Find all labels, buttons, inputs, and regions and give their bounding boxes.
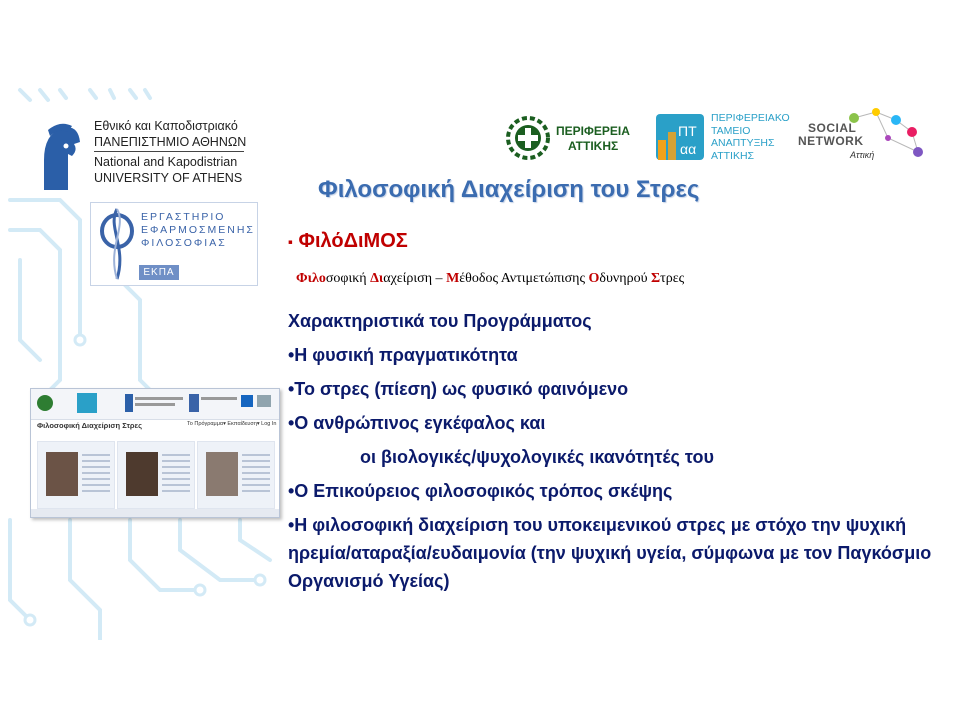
uoa-logo bbox=[38, 118, 278, 196]
thumbnail-footer bbox=[31, 509, 279, 517]
thumbnail-card bbox=[117, 441, 195, 509]
list-item: •Η φυσική πραγματικότητα bbox=[288, 345, 518, 365]
list-item: •Το στρες (πίεση) ως φυσικό φαινόμενο bbox=[288, 379, 629, 399]
slide-title: Φιλοσοφική Διαχείριση του Στρες bbox=[318, 176, 700, 203]
thumbnail-header bbox=[31, 389, 279, 420]
list-item: •Ο Επικούρειος φιλοσοφικός τρόπος σκέψης bbox=[288, 481, 673, 501]
acronym-line bbox=[288, 230, 408, 253]
list-item: •Η φιλοσοφική διαχείριση του υποκειμενικού στρες με στόχο την ψυχική ηρεμία/αταραξία/ευδαιμονία (την ψυχική υγεία, σύμφωνα με τον Παγκόσμιο Οργανισμό Υγείας) bbox=[288, 515, 932, 591]
program-acronym: ΦιλόΔιΜΟΣ bbox=[298, 230, 408, 252]
ptaa-name: ΠΕΡΙΦΕΡΕΙΑΚΟ ΤΑΜΕΙΟ ΑΝΑΠΤΥΞΗΣ ΑΤΤΙΚΗΣ bbox=[711, 112, 790, 162]
region-attica-logo bbox=[506, 114, 656, 164]
acronym-expansion: Φιλοσοφική Διαχείριση – Μέθοδος Αντιμετώπισης Οδυνηρού Στρες bbox=[296, 271, 685, 286]
svg-text:ΠΤ: ΠΤ bbox=[678, 123, 697, 139]
thumbnail-photo bbox=[206, 452, 238, 496]
phi-dna-icon bbox=[97, 207, 137, 281]
list-item: •Ο ανθρώπινος εγκέφαλος και bbox=[288, 413, 546, 433]
applied-philosophy-lab-logo bbox=[90, 202, 258, 286]
regional-development-fund-logo bbox=[656, 110, 792, 166]
social-network-region: Αττική bbox=[850, 150, 875, 160]
social-network-attica-logo bbox=[792, 108, 932, 172]
website-screenshot-thumbnail bbox=[30, 388, 280, 518]
thumbnail-nav: Το Πρόγραμμα▾ Εκπαίδευση▾ Log In bbox=[187, 421, 277, 427]
cross-wreath-icon bbox=[506, 116, 550, 160]
social-network-name: SOCIAL NETWORK bbox=[798, 121, 864, 148]
thumbnail-photo bbox=[126, 452, 158, 496]
list-heading: Χαρακτηριστικά του Προγράμματος bbox=[288, 311, 592, 331]
ptaa-mark-icon bbox=[656, 110, 708, 162]
program-features-list bbox=[288, 304, 938, 595]
thumbnail-title: Φιλοσοφική Διαχείριση Στρες bbox=[37, 421, 143, 430]
list-item-continuation: οι βιολογικές/ψυχολογικές ικανότητές του bbox=[360, 447, 714, 467]
thumbnail-logos bbox=[31, 389, 279, 419]
bullet-icon: ▪ bbox=[288, 233, 293, 250]
thumbnail-card bbox=[197, 441, 275, 509]
athena-helmet-icon bbox=[38, 120, 82, 192]
attica-name: ΠΕΡΙΦΕΡΕΙΑ ΑΤΤΙΚΗΣ bbox=[556, 124, 630, 153]
thumbnail-photo bbox=[46, 452, 78, 496]
uoa-name: Εθνικό και Καποδιστριακό ΠΑΝΕΠΙΣΤΗΜΙΟ ΑΘΗΝΩΝ National and Kapodistrian UNIVERSITY OF ATHENS bbox=[94, 119, 247, 185]
ekpa-badge: ΕΚΠΑ bbox=[139, 265, 179, 280]
lab-name: ΕΡΓΑΣΤΗΡΙΟ ΕΦΑΡΜΟΣΜΕΝΗΣ ΦΙΛΟΣΟΦΙΑΣ bbox=[141, 211, 255, 249]
thumbnail-card bbox=[37, 441, 115, 509]
svg-text:αα: αα bbox=[680, 141, 697, 157]
